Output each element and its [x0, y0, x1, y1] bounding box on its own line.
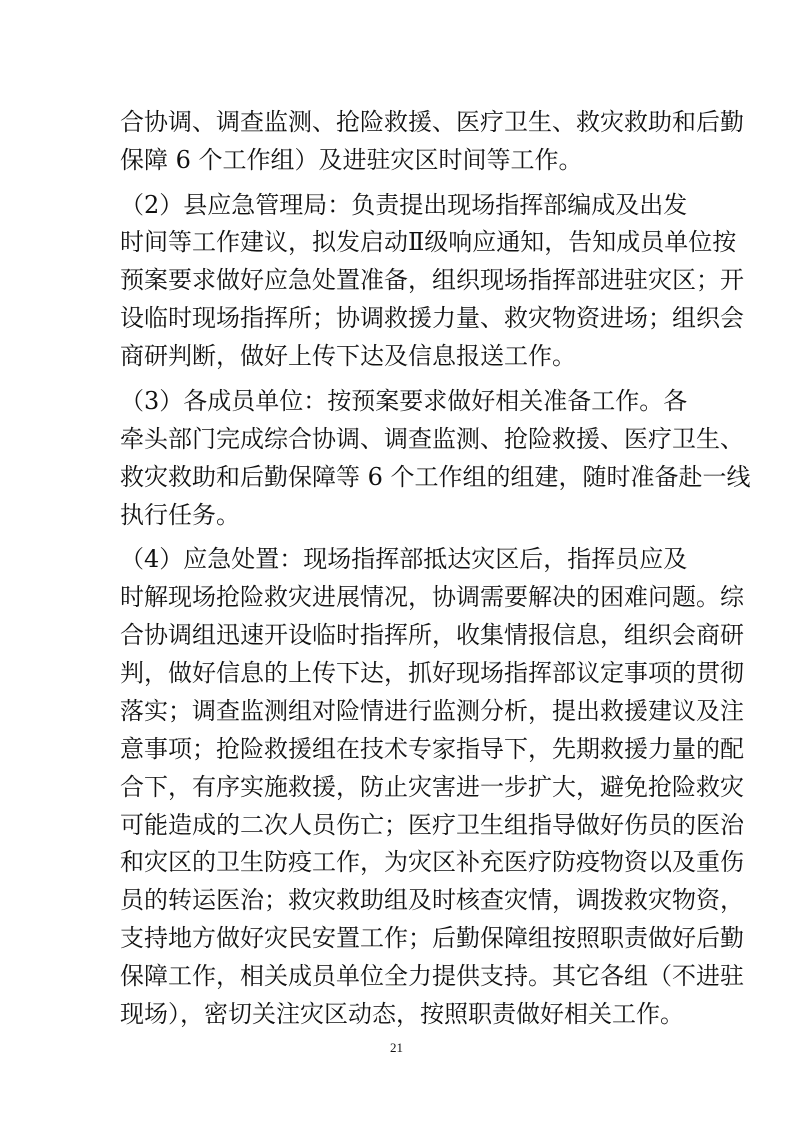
text-line: 员的转运医治；救灾救助组及时核查灾情，调拨救灾物资，: [120, 886, 744, 914]
text-line: 商研判断，做好上传下达及信息报送工作。: [120, 342, 576, 370]
text-line: 和灾区的卫生防疫工作，为灾区补充医疗防疫物资以及重伤: [120, 848, 744, 876]
text-line: 保障 6 个工作组）及进驻灾区时间等工作。: [120, 146, 583, 174]
text-line: 意事项；抢险救援组在技术专家指导下，先期救援力量的配: [120, 735, 744, 763]
text-line: 判，做好信息的上传下达，抓好现场指挥部议定事项的贯彻: [120, 659, 744, 687]
text-line: 时解现场抢险救灾进展情况，协调需要解决的困难问题。综: [120, 583, 744, 611]
page-number: 21: [390, 1040, 403, 1055]
paragraph-heading-emergency-response: （4）应急处置：现场指挥部抵达灾区后，指挥员应及: [120, 545, 688, 573]
text-line: 时间等工作建议，拟发启动Ⅱ级响应通知，告知成员单位按: [120, 228, 737, 256]
paragraph-heading-county-emergency: （2）县应急管理局：负责提出现场指挥部编成及出发: [120, 191, 688, 219]
text-line: 保障工作，相关成员单位全力提供支持。其它各组（不进驻: [120, 962, 744, 990]
text-line: 支持地方做好灾民安置工作；后勤保障组按照职责做好后勤: [120, 924, 744, 952]
text-line: 预案要求做好应急处置准备，组织现场指挥部进驻灾区；开: [120, 266, 744, 294]
text-line: 执行任务。: [120, 501, 240, 529]
text-line: 设临时现场指挥所；协调救援力量、救灾物资进场；组织会: [120, 304, 744, 332]
text-line: 现场），密切关注灾区动态，按照职责做好相关工作。: [120, 1000, 684, 1028]
text-line: 落实；调查监测组对险情进行监测分析，提出救援建议及注: [120, 697, 744, 725]
text-line: 救灾救助和后勤保障等 6 个工作组的组建，随时准备赴一线: [120, 463, 751, 491]
paragraph-heading-member-units: （3）各成员单位：按预案要求做好相关准备工作。各: [120, 387, 688, 415]
text-line: 合协调组迅速开设临时指挥所，收集情报信息，组织会商研: [120, 621, 744, 649]
text-line: 牵头部门完成综合协调、调查监测、抢险救援、医疗卫生、: [120, 425, 744, 453]
text-line: 合下，有序实施救援，防止灾害进一步扩大，避免抢险救灾: [120, 773, 744, 801]
text-line: 可能造成的二次人员伤亡；医疗卫生组指导做好伤员的医治: [120, 811, 744, 839]
text-line: 合协调、调查监测、抢险救援、医疗卫生、救灾救助和后勤: [120, 108, 744, 136]
